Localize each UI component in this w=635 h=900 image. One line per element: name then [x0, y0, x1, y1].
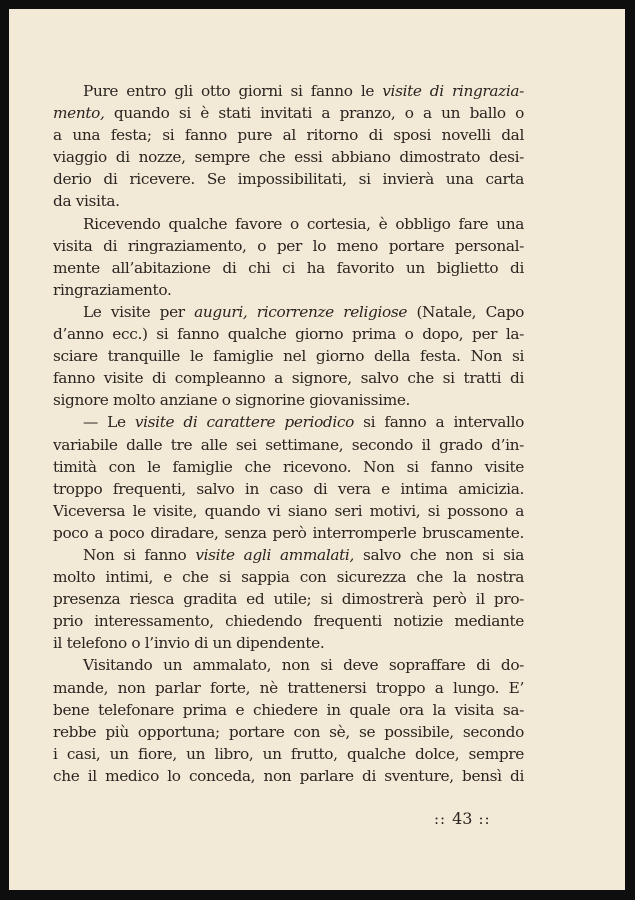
text-run: signore molto anziane o signorine giovanissime.	[53, 391, 411, 410]
text-line	[53, 168, 524, 190]
text-run: poco a poco diradare, senza però interromperle bruscamente.	[53, 523, 524, 542]
text-line	[53, 721, 524, 743]
text-line	[53, 610, 524, 632]
text-run: Pure entro gli otto giorni si fanno le	[83, 82, 383, 100]
text-run: da visita.	[53, 192, 120, 211]
text-run: Ricevendo qualche favore o cortesia, è obbligo fare una	[83, 214, 524, 233]
text-line	[53, 345, 524, 367]
text-line	[53, 500, 524, 522]
italic-run: visite di carattere periodico	[134, 413, 354, 432]
footer-ornament-right: ::	[478, 810, 491, 828]
text-line	[53, 213, 524, 235]
text-run: si fanno a intervallo	[354, 413, 524, 432]
text-line	[53, 411, 524, 433]
text-run: variabile dalle tre alle sei settimane, secondo il grado d’in-	[53, 435, 524, 454]
text-line	[53, 566, 524, 588]
italic-run: auguri, ricorrenze religiose	[194, 302, 408, 321]
text-run: presenza riesca gradita ed utile; si dimostrerà però il pro-	[53, 590, 524, 609]
text-line	[53, 765, 524, 787]
text-run: Le visite per	[83, 302, 195, 321]
text-line	[53, 699, 524, 721]
book-page	[9, 9, 625, 890]
text-run: a una festa; si fanno pure al ritorno di sposi novelli dal	[53, 126, 524, 145]
text-line	[53, 146, 524, 168]
text-line	[53, 190, 524, 212]
italic-run: mento,	[53, 104, 105, 123]
page-number: 43	[452, 809, 473, 828]
text-line	[53, 544, 524, 566]
italic-run: visite agli ammalati,	[195, 545, 354, 564]
text-run: mande, non parlar forte, nè trattenersi troppo a lungo. E’	[53, 678, 524, 697]
text-run: bene telefonare prima e chiedere in quale ora la visita sa-	[53, 700, 524, 719]
text-line	[53, 124, 524, 146]
page-footer	[434, 809, 491, 828]
text-line	[53, 743, 524, 765]
text-line	[53, 588, 524, 610]
text-run: fanno visite di compleanno a signore, salvo che si tratti di	[53, 369, 524, 388]
text-run: molto intimi, e che si sappia con sicurezza che la nostra	[53, 568, 524, 587]
text-line	[53, 456, 524, 478]
text-run: Viceversa le visite, quando vi siano seri motivi, si possono a	[53, 501, 524, 520]
text-line	[53, 434, 524, 456]
text-run: timità con le famiglie che ricevono. Non si fanno visite	[53, 457, 524, 476]
text-run: salvo che non si sia	[353, 545, 524, 564]
text-line	[53, 478, 524, 500]
italic-run: visite di ringrazia-	[382, 82, 524, 100]
text-line	[53, 235, 524, 257]
text-run: i casi, un fiore, un libro, un frutto, qualche dolce, sempre	[53, 744, 524, 763]
text-run: che il medico lo conceda, non parlare di sventure, bensì di	[53, 766, 524, 785]
text-run: Non si fanno	[83, 545, 196, 564]
text-run: sciare tranquille le famiglie nel giorno della festa. Non si	[53, 347, 524, 366]
text-run: derio di ricevere. Se impossibilitati, si invierà una carta	[53, 170, 524, 189]
text-run: — Le	[83, 413, 135, 432]
text-line	[53, 257, 524, 279]
text-run: troppo frequenti, salvo in caso di vera e intima amicizia.	[53, 479, 524, 498]
text-line	[53, 654, 524, 676]
text-run: prio interessamento, chiedendo frequenti notizie mediante	[53, 612, 524, 631]
text-run: ringraziamento.	[53, 280, 172, 299]
text-line	[53, 102, 524, 124]
text-run: quando si è stati invitati a pranzo, o a un ballo o	[104, 104, 524, 123]
text-line	[53, 522, 524, 544]
text-line	[53, 677, 524, 699]
text-line	[53, 301, 524, 323]
text-run: mente all’abitazione di chi ci ha favorito un biglietto di	[53, 258, 524, 277]
text-run: viaggio di nozze, sempre che essi abbiano dimostrato desi-	[53, 148, 524, 167]
text-line	[53, 279, 524, 301]
text-line	[53, 323, 524, 345]
footer-ornament-left: ::	[434, 810, 447, 828]
text-line	[53, 80, 524, 102]
text-run: il telefono o l’invio di un dipendente.	[53, 634, 325, 653]
text-line	[53, 389, 524, 411]
text-run: visita di ringraziamento, o per lo meno portare personal-	[53, 236, 524, 255]
body-text	[53, 80, 524, 787]
text-line	[53, 632, 524, 654]
text-run: d’anno ecc.) si fanno qualche giorno prima o dopo, per la-	[53, 325, 524, 344]
text-run: rebbe più opportuna; portare con sè, se possibile, secondo	[53, 722, 524, 741]
text-run: (Natale, Capo	[407, 302, 524, 321]
text-run: Visitando un ammalato, non si deve sopraffare di do-	[83, 656, 524, 675]
text-line	[53, 367, 524, 389]
